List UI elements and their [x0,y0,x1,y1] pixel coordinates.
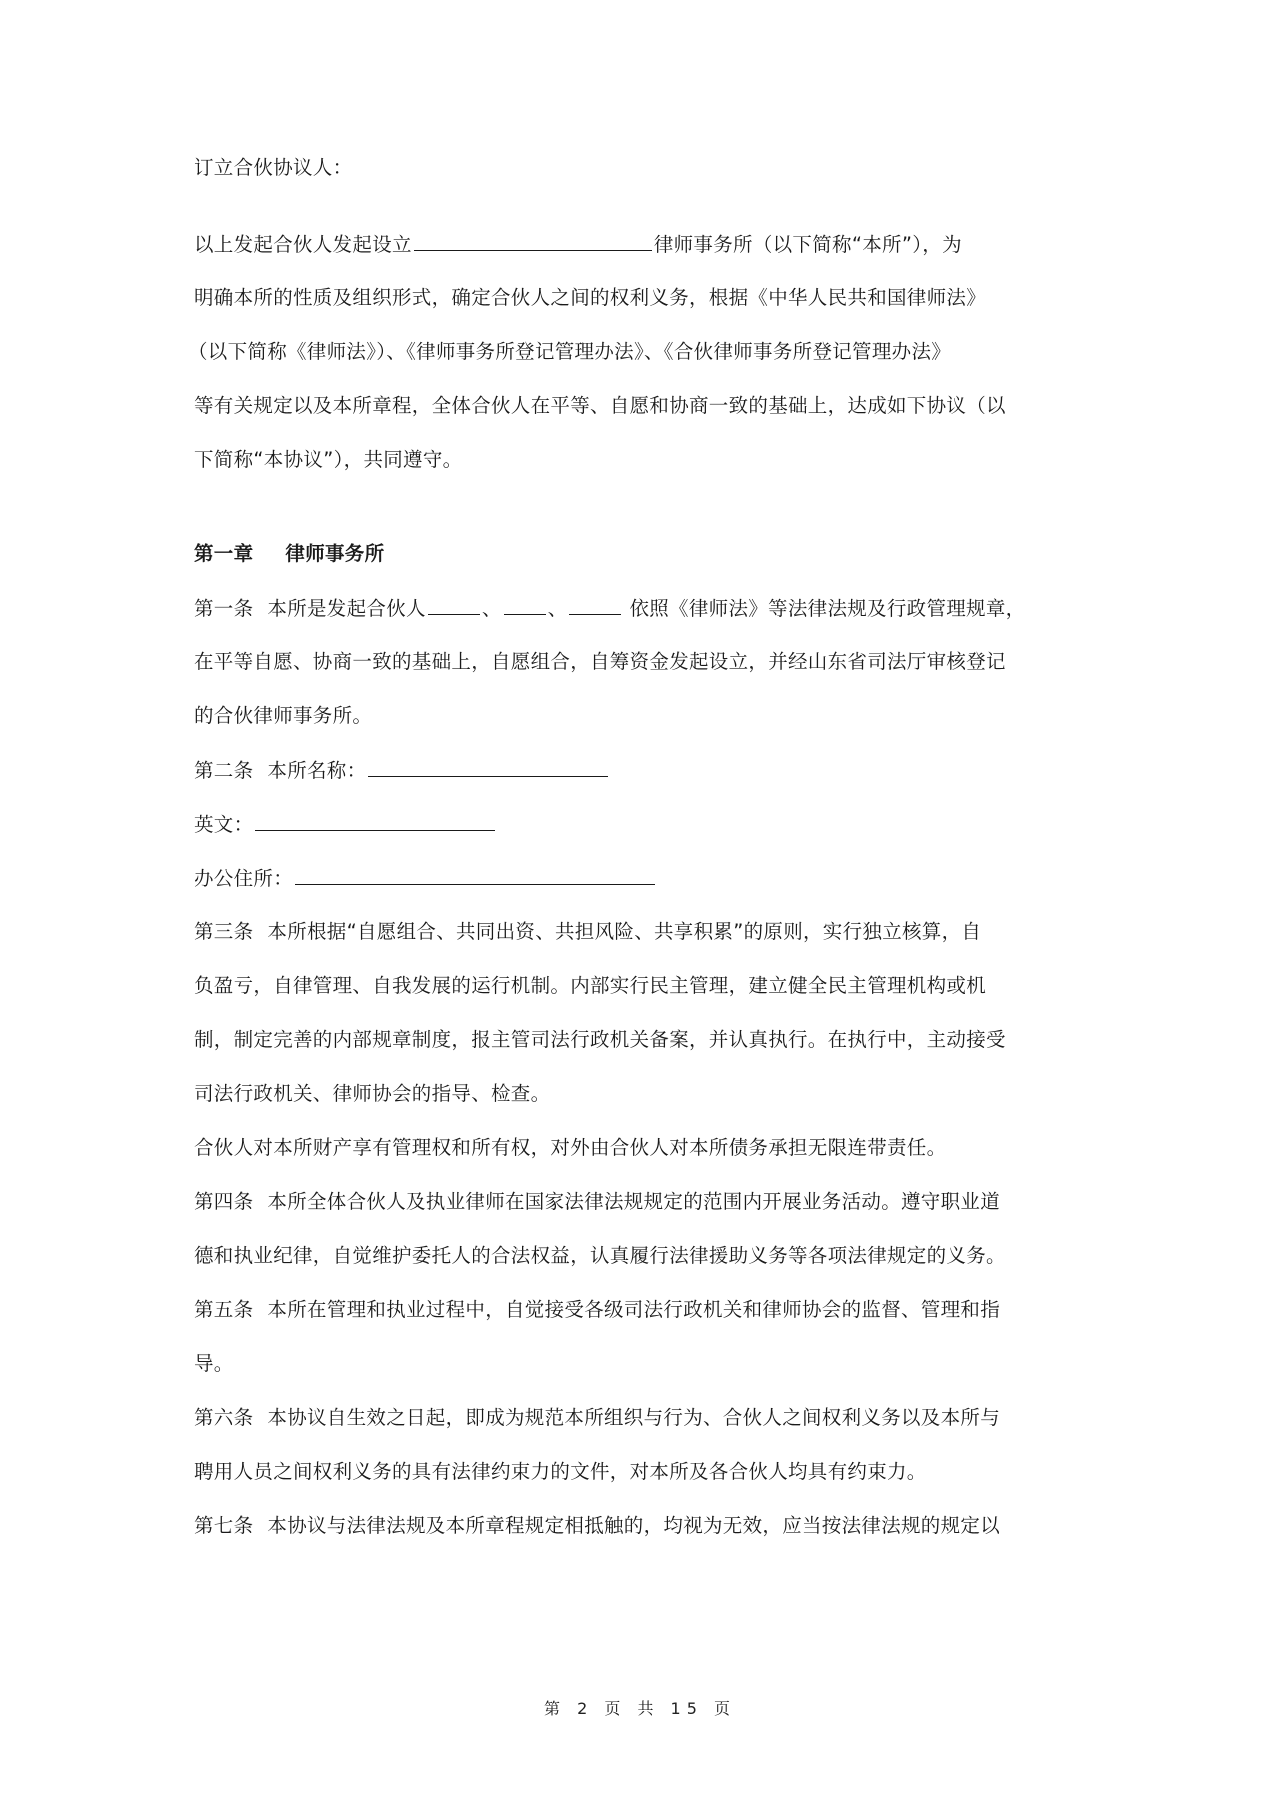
article-6-line-1: 第六条 本协议自生效之日起，即成为规范本所组织与行为、合伙人之间权利义务以及本所与 [194,1406,1001,1429]
english-name-field [255,810,495,831]
chapter-number: 第一章 [194,542,254,565]
article-4-line-2: 德和执业纪律，自觉维护委托人的合法权益，认真履行法律援助义务等各项法律规定的义务。 [194,1244,1006,1267]
article-5-line-2: 导。 [194,1352,234,1375]
partner-blank-3 [569,594,621,615]
article-label: 第二条 [194,759,254,782]
article-2-name: 第二条 本所名称： [194,756,1084,785]
article-2-english: 英文： [194,810,1084,839]
article-1-line-1: 第一条 本所是发起合伙人 、 、 依照《律师法》等法律法规及行政管理规章， [194,594,1084,623]
article-1-line-3: 的合伙律师事务所。 [194,704,373,727]
chapter-heading [194,540,1084,568]
preamble-line-2: 明确本所的性质及组织形式，确定合伙人之间的权利义务，根据《中华人民共和国律师法》 [194,286,987,309]
preamble-text: 律师事务所（以下简称“本所”），为 [653,233,962,256]
article-label: 第七条 [194,1514,254,1537]
chapter-title: 律师事务所 [285,542,385,565]
article-2-address: 办公住所： [194,864,1084,893]
partner-blank-2 [504,594,546,615]
article-6-line-2: 聘用人员之间权利义务的具有法律约束力的文件，对本所及各合伙人均具有约束力。 [194,1460,927,1483]
office-address-field [295,864,655,885]
article-4-line-1: 第四条 本所全体合伙人及执业律师在国家法律法规规定的范围内开展业务活动。遵守职业道 [194,1190,1001,1213]
article-label: 第六条 [194,1406,254,1429]
article-label: 第五条 [194,1298,254,1321]
article-3-line-1: 第三条 本所根据“自愿组合、共同出资、共担风险、共享积累”的原则，实行独立核算，自 [194,920,982,943]
preamble-text: 以上发起合伙人发起设立 [194,233,412,256]
article-5-line-1: 第五条 本所在管理和执业过程中，自觉接受各级司法行政机关和律师协会的监督、管理和指 [194,1298,1001,1321]
article-3-line-5: 合伙人对本所财产享有管理权和所有权，对外由合伙人对本所债务承担无限连带责任。 [194,1136,947,1159]
article-3-line-4: 司法行政机关、律师协会的指导、检查。 [194,1082,551,1105]
partner-blank-1 [428,594,480,615]
preamble-line-4: 等有关规定以及本所章程，全体合伙人在平等、自愿和协商一致的基础上，达成如下协议（以 [194,394,1006,417]
article-label: 第一条 [194,597,254,620]
preamble-line-1 [194,230,1084,259]
article-7-line-1: 第七条 本协议与法律法规及本所章程规定相抵触的，均视为无效，应当按法律法规的规定以 [194,1514,1001,1537]
preamble-line-3: （以下简称《律师法》）、《律师事务所登记管理办法》、《合伙律师事务所登记管理办法》 [188,340,952,363]
firm-name-field [368,756,608,777]
article-3-line-3: 制，制定完善的内部规章制度，报主管司法行政机关备案，并认真执行。在执行中，主动接受 [194,1028,1006,1051]
article-1-line-2: 在平等自愿、协商一致的基础上，自愿组合，自筹资金发起设立，并经山东省司法厅审核登记 [194,650,1006,673]
article-3-line-2: 负盈亏，自律管理、自我发展的运行机制。内部实行民主管理，建立健全民主管理机构或机 [194,974,987,997]
article-label: 第四条 [194,1190,254,1213]
page-number-footer: 第 2 页 共 15 页 [544,1699,736,1718]
signatories-label: 订立合伙协议人： [194,156,353,179]
article-label: 第三条 [194,920,254,943]
preamble-line-5: 下简称“本协议”），共同遵守。 [194,448,463,471]
firm-name-blank [414,230,652,251]
